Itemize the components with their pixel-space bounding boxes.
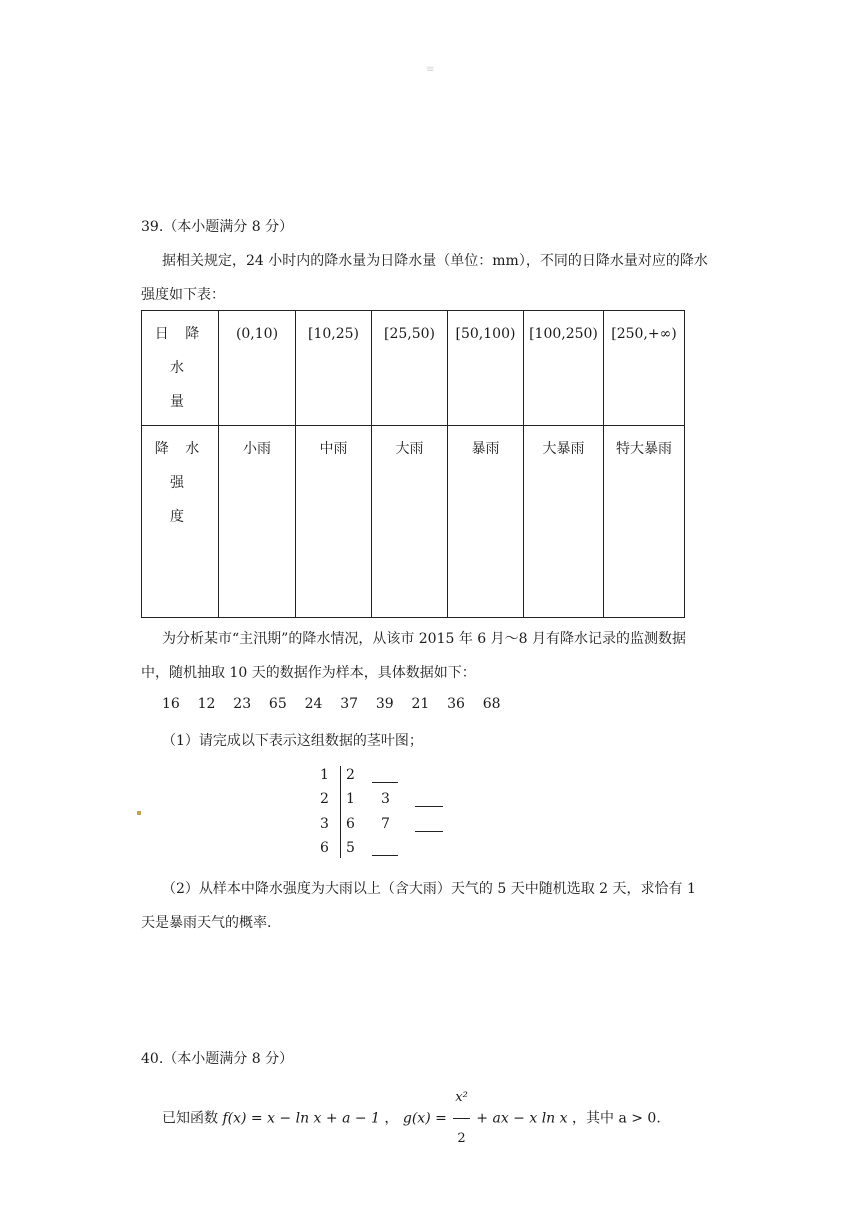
q40-separator: ， [384,1110,399,1127]
leaf-value: 6 [346,816,355,832]
table-label-intensity-b: 度 [170,509,190,525]
stem-value: 1 [320,767,329,783]
table-label-intensity-a: 降 水 强 [154,441,206,491]
q40-g-rest: + ax − x ln x [476,1110,568,1127]
header-watermark-mark: ≡ [426,64,435,75]
stem-leaf-divider [340,766,341,858]
stem-value: 2 [320,791,329,807]
table-cell-intensity: 大雨 [372,426,448,618]
q39-part2-line2: 天是暴雨天气的概率. [141,915,272,931]
q39-para1-line1: 为分析某市“主汛期”的降水情况，从该市 2015 年 6 月～8 月有降水记录的监测数据 [162,631,687,647]
sample-data-row [162,696,501,712]
leaf-value: 1 [346,791,355,807]
margin-dot-mark [137,811,141,815]
q40-g-denominator: 2 [457,1131,466,1146]
sample-value: 37 [340,696,359,712]
stem-value: 3 [320,816,329,832]
table-cell-range: [250,+∞) [604,311,685,426]
table-cell-range: [100,250) [524,311,604,426]
table-row-intensity [142,426,685,618]
leaf-blank [415,792,443,807]
leaf-blank [372,841,398,856]
q39-intro-line1: 据相关规定，24 小时内的降水量为日降水量（单位：mm），不同的日降水量对应的降水 [162,253,708,269]
leaf-value: 5 [346,840,355,856]
table-cell-range: [25,50) [372,311,448,426]
q39-header: 39.（本小题满分 8 分） [141,219,294,235]
table-cell-intensity: 大暴雨 [524,426,604,618]
sample-value: 23 [233,696,252,712]
table-cell-intensity: 小雨 [219,426,296,618]
leaf-blank [415,817,443,832]
table-label-intensity [142,426,219,618]
q39-part2-line1: （2）从样本中降水强度为大雨以上（含大雨）天气的 5 天中随机选取 2 天，求恰有 1 [162,881,696,897]
table-cell-range: [10,25) [296,311,372,426]
sample-value: 24 [304,696,323,712]
rainfall-intensity-table [141,310,685,618]
table-label-rainfall-a: 日 降 水 [154,326,206,376]
table-cell-range: [50,100) [448,311,524,426]
sample-value: 36 [447,696,465,712]
q40-g-lhs: g(x) = [402,1110,447,1127]
sample-value: 12 [197,696,216,712]
q40-header: 40.（本小题满分 8 分） [141,1051,294,1067]
q40-f-expression: f(x) = x − ln x + a − 1 [222,1110,380,1127]
sample-value: 68 [482,696,501,712]
q39-intro-line2: 强度如下表： [141,287,225,303]
leaf-value: 2 [346,767,355,783]
leaf-value: 3 [381,791,390,807]
q40-suffix: ，其中 a > 0. [572,1110,661,1127]
sample-value: 21 [411,696,430,712]
leaf-value: 7 [381,816,390,832]
q40-g-fraction [453,1078,470,1159]
q40-function-statement [162,1078,661,1159]
sample-value: 16 [162,696,180,712]
q39-para1-line2: 中，随机抽取 10 天的数据作为样本，具体数据如下： [141,665,476,681]
stem-value: 6 [320,840,329,856]
table-cell-intensity: 暴雨 [448,426,524,618]
table-row-rainfall [142,311,685,426]
sample-value: 39 [375,696,394,712]
table-cell-range: (0,10) [219,311,296,426]
q39-part1: （1）请完成以下表示这组数据的茎叶图； [162,733,423,749]
leaf-blank [372,768,398,783]
table-cell-intensity: 特大暴雨 [604,426,685,618]
q40-g-numerator: x² [453,1078,470,1119]
sample-value: 65 [268,696,287,712]
q40-prefix: 已知函数 [162,1110,218,1127]
table-label-rainfall-b: 量 [170,394,190,410]
table-label-rainfall [142,311,219,426]
table-cell-intensity: 中雨 [296,426,372,618]
